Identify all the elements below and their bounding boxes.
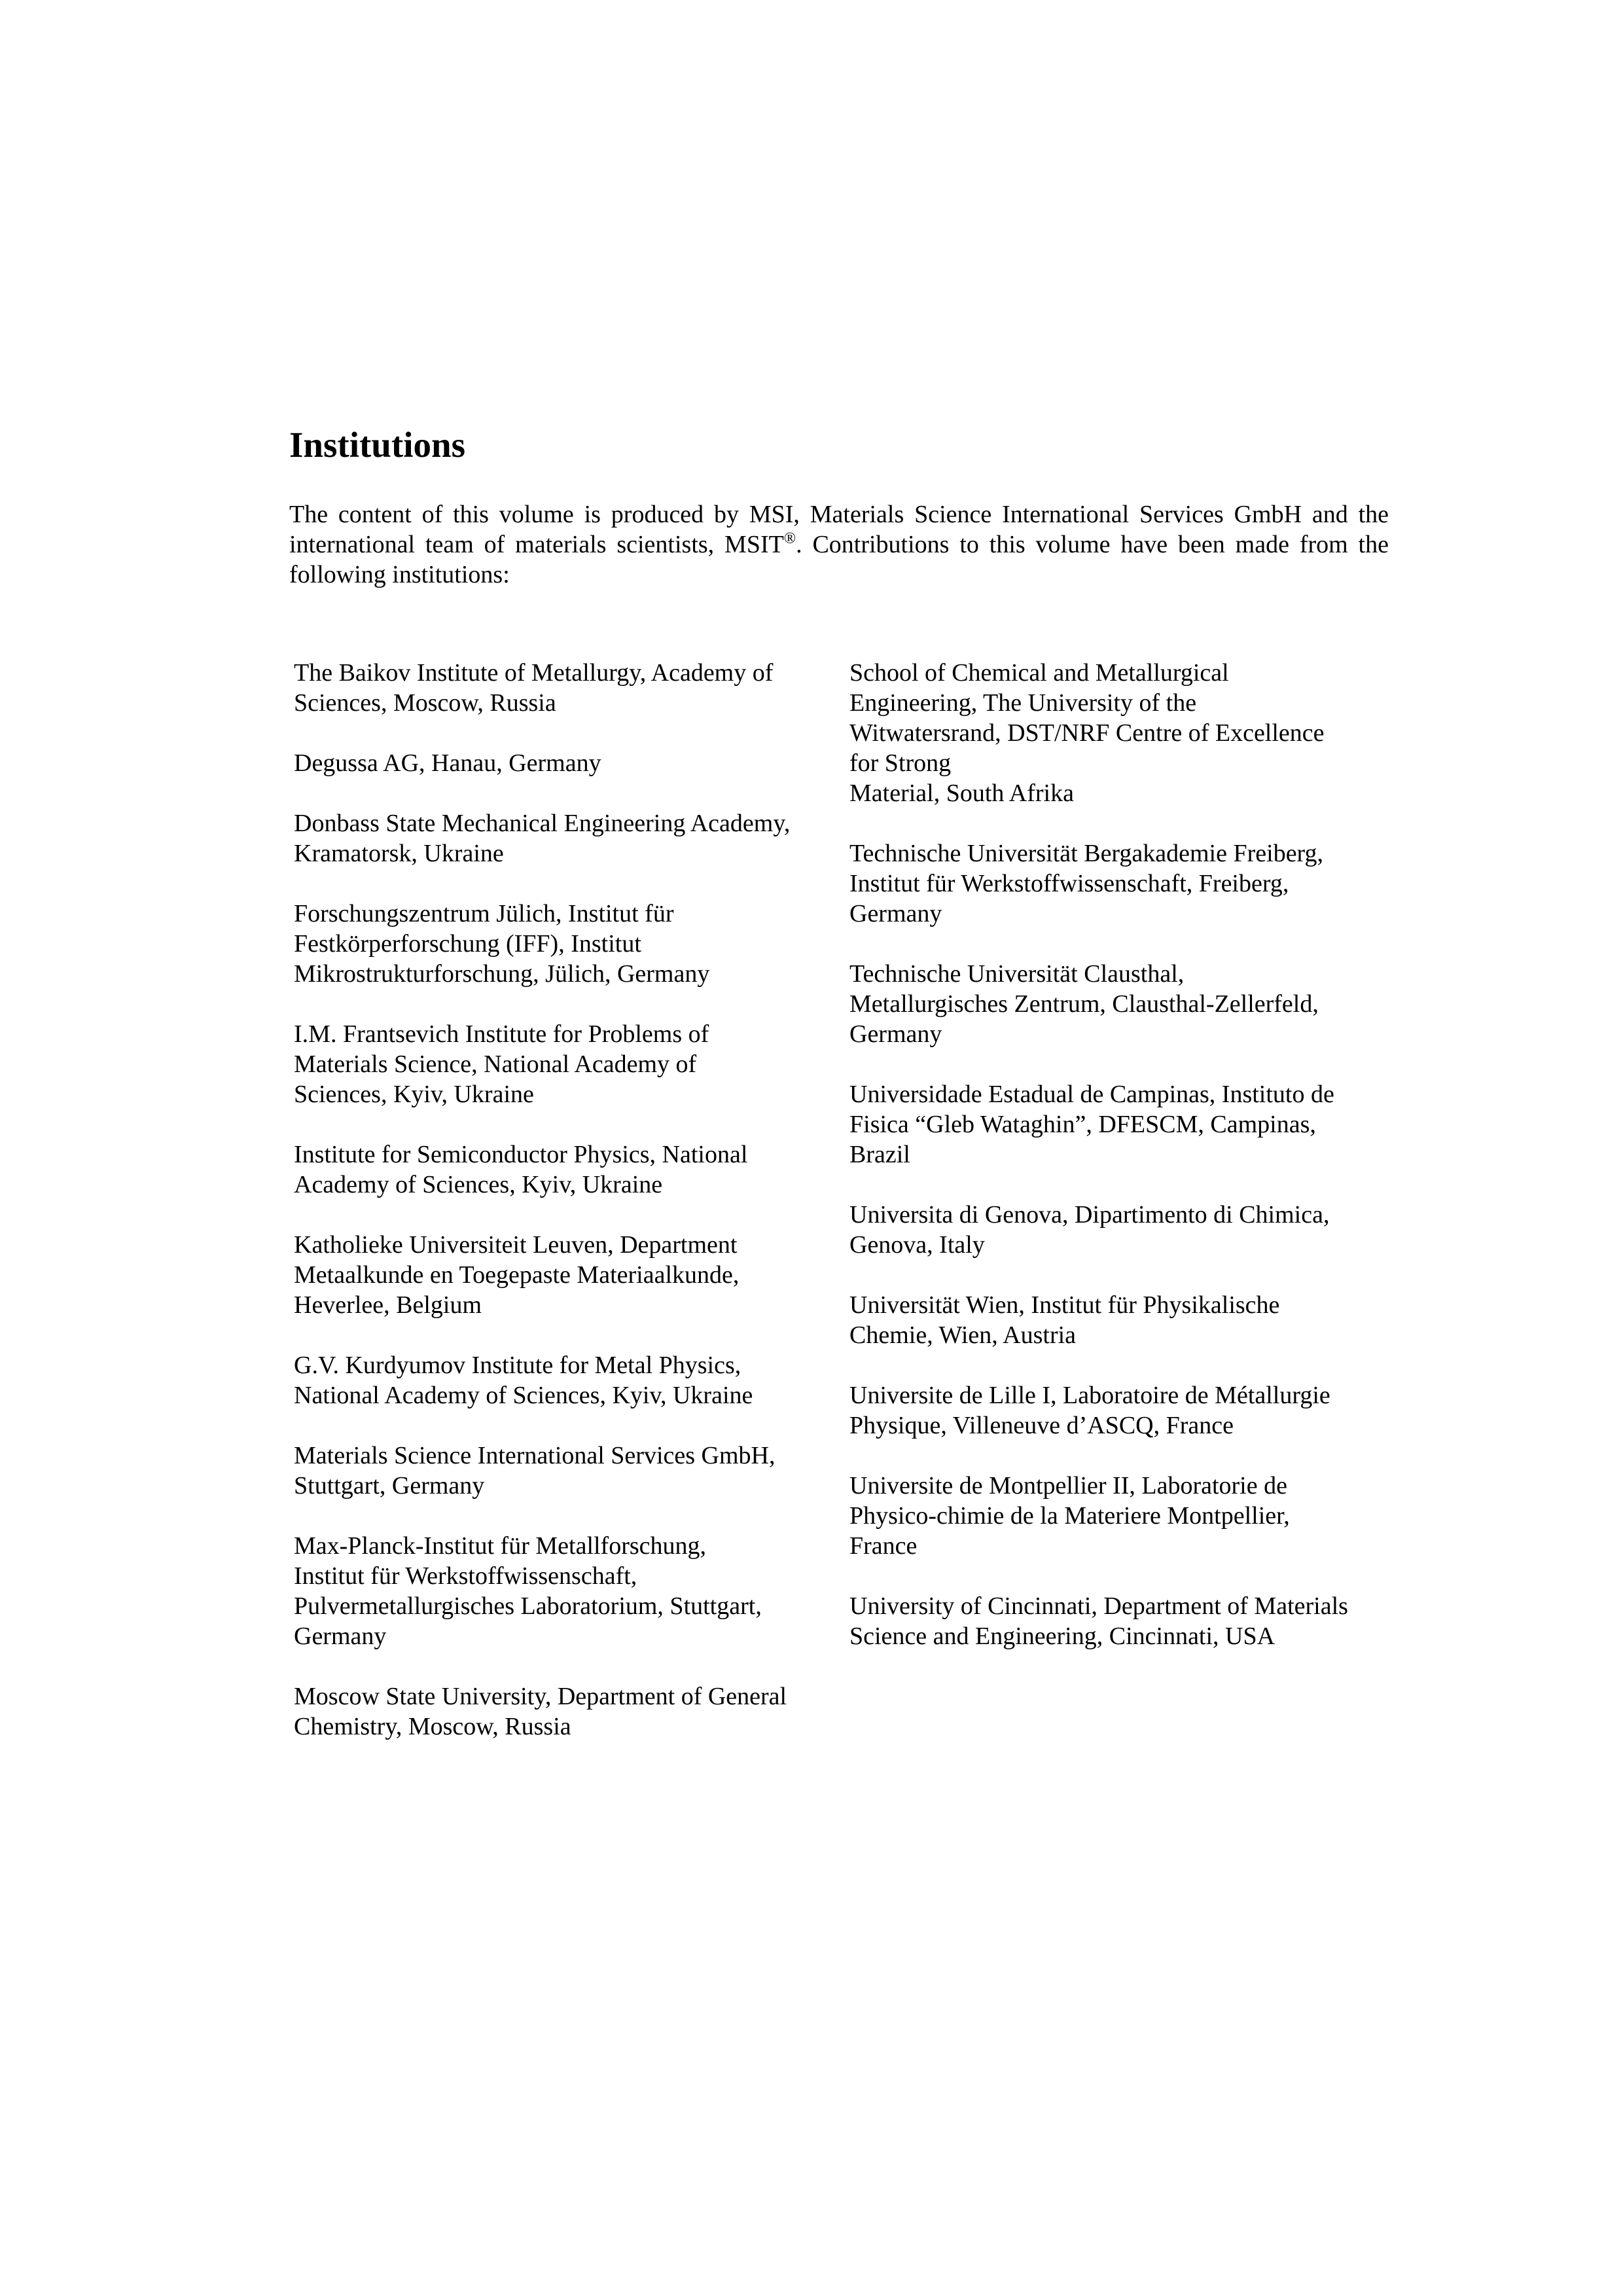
institution-item: Max-Planck-Institut für Metallforschung, Institut für Werkstoffwissenschaft, Pulvermetallurgisches Laboratorium, Stuttgart, Germany	[294, 1532, 762, 1650]
institution-item: Degussa AG, Hanau, Germany	[294, 749, 601, 777]
institution-item: Institute for Semiconductor Physics, National Academy of Sciences, Kyiv, Ukraine	[294, 1141, 748, 1198]
institutions-left-column	[294, 658, 837, 1772]
page-title: Institutions	[289, 425, 465, 465]
institution-item: Forschungszentrum Jülich, Institut für Festkörperforschung (IFF), Institut Mikrostrukturforschung, Jülich, Germany	[294, 900, 710, 988]
institution-item: Katholieke Universiteit Leuven, Department Metaalkunde en Toegepaste Materiaalkunde, Heverlee, Belgium	[294, 1231, 740, 1319]
institution-item: Technische Universität Clausthal, Metallurgisches Zentrum, Clausthal-Zellerfeld, Germany	[849, 960, 1319, 1048]
institution-item: Universite de Montpellier II, Laboratorie de Physico-chimie de la Materiere Montpellier, France	[849, 1472, 1290, 1560]
institution-item: Donbass State Mechanical Engineering Academy, Kramatorsk, Ukraine	[294, 810, 791, 867]
registered-mark: ®	[783, 530, 796, 547]
intro-text-end: . Contributions to this volume have been made from the following institutions:	[289, 531, 1389, 588]
institution-item: Universität Wien, Institut für Physikalische Chemie, Wien, Austria	[849, 1291, 1280, 1349]
institution-item: School of Chemical and Metallurgical Engineering, The University of the Witwatersrand, DST/NRF Centre of Excellence for Strong Material, South Afrika	[849, 659, 1325, 807]
institution-item: Universita di Genova, Dipartimento di Chimica, Genova, Italy	[849, 1201, 1330, 1259]
institution-item: Moscow State University, Department of General Chemistry, Moscow, Russia	[294, 1683, 787, 1740]
institution-item: Universite de Lille I, Laboratoire de Métallurgie Physique, Villeneuve d’ASCQ, France	[849, 1382, 1330, 1439]
institution-item: G.V. Kurdyumov Institute for Metal Physics, National Academy of Sciences, Kyiv, Ukraine	[294, 1352, 753, 1409]
institution-item: The Baikov Institute of Metallurgy, Academy of Sciences, Moscow, Russia	[294, 659, 774, 717]
institution-item: University of Cincinnati, Department of Materials Science and Engineering, Cincinnati, USA	[849, 1592, 1348, 1650]
institution-item: I.M. Frantsevich Institute for Problems of Materials Science, National Academy of Sciences, Kyiv, Ukraine	[294, 1020, 709, 1108]
intro-paragraph	[289, 499, 1389, 590]
institution-item: Technische Universität Bergakademie Freiberg, Institut für Werkstoffwissenschaft, Freiberg, Germany	[849, 840, 1324, 927]
institutions-right-column	[849, 658, 1393, 1681]
intro-text-start: The content of this volume is produced by MSI, Materials Science International Services GmbH and the international team of materials scientists, MSIT	[289, 501, 1389, 558]
institution-item: Materials Science International Services GmbH, Stuttgart, Germany	[294, 1442, 776, 1499]
institution-item: Universidade Estadual de Campinas, Instituto de Fisica “Gleb Wataghin”, DFESCM, Campinas, Brazil	[849, 1081, 1334, 1168]
